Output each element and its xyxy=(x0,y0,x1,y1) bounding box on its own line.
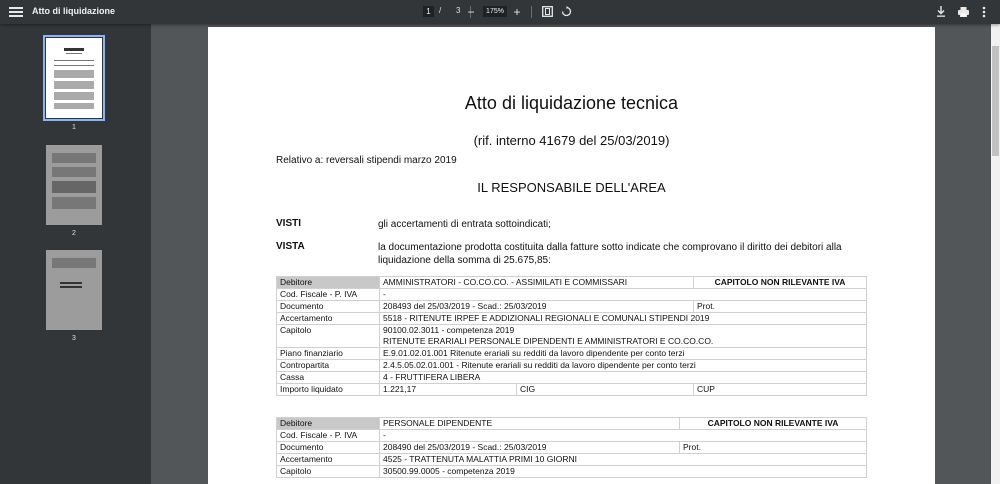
debitore-label: Debitore xyxy=(277,277,380,289)
capitolo-code: 90100.02.3011 - competenza 2019 xyxy=(383,325,515,335)
table-row xyxy=(277,277,867,289)
vista-label: VISTA xyxy=(276,241,305,252)
table-row xyxy=(277,442,867,454)
debitore-value: AMMINISTRATORI - CO.CO.CO. - ASSIMILATI E COMMISSARI xyxy=(380,277,694,289)
accertamento-label: Accertamento xyxy=(277,313,380,325)
prot-label: Prot. xyxy=(694,301,867,313)
table-row xyxy=(277,289,867,301)
liquidation-entry-table xyxy=(276,276,867,396)
print-icon[interactable] xyxy=(955,4,971,20)
page-thumbnail-2[interactable] xyxy=(46,145,102,225)
page-thumbnail-3[interactable] xyxy=(46,250,102,330)
piano-label: Piano finanziario xyxy=(277,348,380,360)
doc-title: Atto di liquidazione tecnica xyxy=(464,93,679,113)
capitolo-label: Capitolo xyxy=(277,466,380,478)
zoom-in-button[interactable]: + xyxy=(513,5,521,19)
doc-reference: (rif. interno 41679 del 25/03/2019) xyxy=(473,133,670,148)
rotate-icon[interactable] xyxy=(558,4,574,20)
page-thumbnail-number: 1 xyxy=(72,124,76,131)
piano-value: E.9.01.02.01.001 Ritenute erariali su redditi da lavoro dipendente per conto terzi xyxy=(380,348,867,360)
debitore-value: PERSONALE DIPENDENTE xyxy=(380,418,680,430)
table-row xyxy=(277,454,867,466)
capitolo-label: Capitolo xyxy=(277,325,380,348)
capitolo-value xyxy=(380,325,867,348)
table-row xyxy=(277,384,867,396)
page-thumbnail-number: 2 xyxy=(72,230,76,237)
prot-label: Prot. xyxy=(680,442,867,454)
accertamento-value: 5518 - RITENUTE IRPEF E ADDIZIONALI REGIONALI E COMUNALI STIPENDI 2019 xyxy=(380,313,867,325)
page-thumbnail-1[interactable] xyxy=(46,38,102,118)
table-row xyxy=(277,430,867,442)
fit-page-icon[interactable] xyxy=(539,4,555,20)
pdf-toolbar xyxy=(0,0,1000,24)
contropartita-label: Contropartita xyxy=(277,360,380,372)
documento-label: Documento xyxy=(277,442,380,454)
more-options-icon[interactable] xyxy=(976,4,992,20)
documento-value: 208490 del 25/03/2019 - Scad.: 25/03/2019 xyxy=(380,442,680,454)
vertical-scrollbar[interactable] xyxy=(991,24,1000,484)
cf-label: Cod. Fiscale - P. IVA xyxy=(277,430,380,442)
capitolo-value: 30500.99.0005 - competenza 2019 xyxy=(380,466,867,478)
cassa-value: 4 - FRUTTIFERA LIBERA xyxy=(380,372,867,384)
documento-value: 208493 del 25/03/2019 - Scad.: 25/03/2019 xyxy=(380,301,694,313)
page-thumbnail-number: 3 xyxy=(72,335,76,342)
zoom-level-input[interactable]: 175% xyxy=(483,6,507,17)
doc-relativo: Relativo a: reversali stipendi marzo 2019 xyxy=(276,155,457,166)
pdf-viewer[interactable] xyxy=(151,24,991,484)
importo-value: 1.221,17 xyxy=(380,384,517,396)
page-separator: / xyxy=(439,6,442,15)
table-row xyxy=(277,360,867,372)
liquidation-entry-table xyxy=(276,417,867,478)
accertamento-label: Accertamento xyxy=(277,454,380,466)
cf-label: Cod. Fiscale - P. IVA xyxy=(277,289,380,301)
table-row xyxy=(277,325,867,348)
scrollbar-thumb[interactable] xyxy=(992,46,999,156)
thumbnail-sidebar xyxy=(0,24,151,484)
table-row xyxy=(277,301,867,313)
accertamento-value: 4525 - TRATTENUTA MALATTIA PRIMI 10 GIORNI xyxy=(380,454,867,466)
pdf-page xyxy=(208,27,935,484)
page-total: 3 xyxy=(456,6,461,15)
toolbar-divider xyxy=(531,6,532,18)
capitolo-iva: CAPITOLO NON RILEVANTE IVA xyxy=(680,418,867,430)
debitore-label: Debitore xyxy=(277,418,380,430)
documento-label: Documento xyxy=(277,301,380,313)
contropartita-value: 2.4.5.05.02.01.001 - Ritenute erariali su redditi da lavoro dipendente per conto terzi xyxy=(380,360,867,372)
download-icon[interactable] xyxy=(933,4,949,20)
cup-label: CUP xyxy=(694,384,867,396)
importo-label: Importo liquidato xyxy=(277,384,380,396)
zoom-out-button[interactable]: − xyxy=(467,5,475,19)
cf-value: - xyxy=(380,430,867,442)
table-row xyxy=(277,466,867,478)
document-title: Atto di liquidazione xyxy=(32,6,115,16)
cf-value: - xyxy=(380,289,867,301)
table-row xyxy=(277,348,867,360)
menu-icon[interactable] xyxy=(9,5,23,19)
cig-label: CIG xyxy=(517,384,694,396)
visti-label: VISTI xyxy=(276,218,302,229)
table-row xyxy=(277,418,867,430)
table-row xyxy=(277,313,867,325)
page-number-input[interactable]: 1 xyxy=(423,6,434,17)
vista-text: la documentazione prodotta costituita dalla fatture sotto indicate che comprovano il diritto dei debitori alla liquidazione della somma di 25.675,85: xyxy=(378,242,842,266)
cassa-label: Cassa xyxy=(277,372,380,384)
visti-text: gli accertamenti di entrata sottoindicati; xyxy=(378,219,551,230)
table-row xyxy=(277,372,867,384)
capitolo-iva: CAPITOLO NON RILEVANTE IVA xyxy=(694,277,867,289)
capitolo-desc: RITENUTE ERARIALI PERSONALE DIPENDENTI E AMMINISTRATORI E CO.CO.CO. xyxy=(383,336,714,346)
doc-heading: IL RESPONSABILE DELL'AREA xyxy=(477,180,666,195)
